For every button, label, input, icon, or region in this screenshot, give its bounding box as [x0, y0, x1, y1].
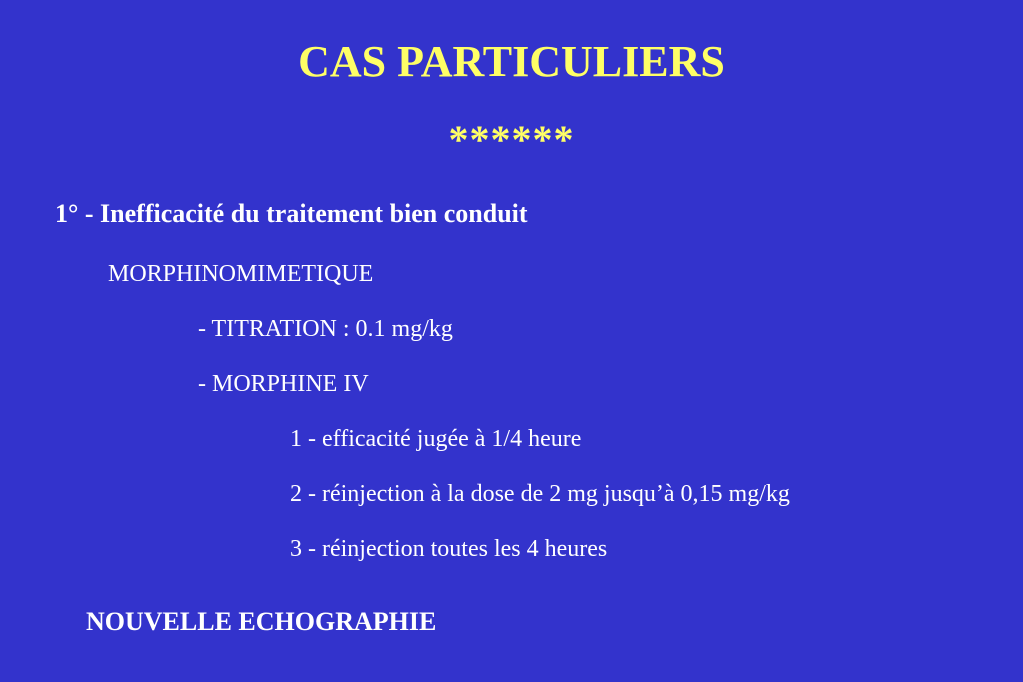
- footer-note: NOUVELLE ECHOGRAPHIE: [86, 607, 437, 636]
- morphine-iv-step: - MORPHINE IV: [198, 371, 369, 397]
- titration-step: - TITRATION : 0.1 mg/kg: [198, 316, 453, 342]
- substep-3: 3 - réinjection toutes les 4 heures: [290, 536, 608, 562]
- slide-title: CAS PARTICULIERS: [298, 37, 725, 86]
- substep-1: 1 - efficacité jugée à 1/4 heure: [290, 426, 582, 452]
- title-separator: ******: [448, 117, 575, 162]
- treatment-label: MORPHINOMIMETIQUE: [108, 261, 374, 287]
- section-heading: 1° - Inefficacité du traitement bien conduit: [55, 199, 528, 228]
- substep-2: 2 - réinjection à la dose de 2 mg jusqu’à 0,15 mg/kg: [290, 481, 790, 507]
